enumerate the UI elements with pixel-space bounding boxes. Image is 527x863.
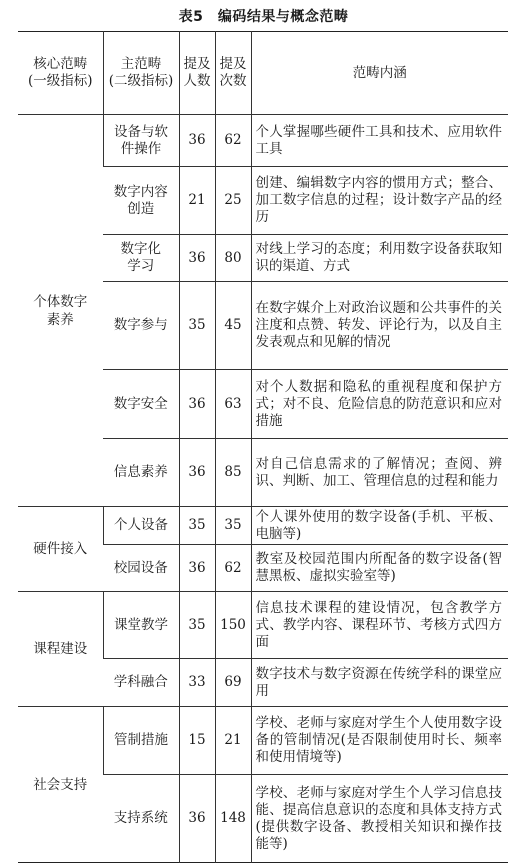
times-count-cell: 63 <box>215 370 251 439</box>
header-times-line1: 提及 <box>219 56 247 72</box>
core-category-label: 个体数字素养 <box>33 293 88 328</box>
header-people-line2: 人数 <box>183 73 211 89</box>
times-count-cell: 21 <box>215 707 251 775</box>
header-main-category <box>103 32 179 115</box>
times-count-cell: 85 <box>215 439 251 507</box>
people-count-cell: 35 <box>179 282 215 370</box>
times-count-cell: 80 <box>215 235 251 282</box>
core-category-cell: 硬件接入 <box>33 541 88 557</box>
main-category-cell: 数字内容创造 <box>113 183 168 217</box>
main-category-cell: 课堂教学 <box>103 592 179 659</box>
main-category-cell: 支持系统 <box>113 810 168 826</box>
table-row <box>18 507 508 545</box>
people-count-cell: 36 <box>179 775 215 863</box>
people-count-cell: 21 <box>179 167 215 235</box>
header-core-line2: (一级指标) <box>27 73 93 89</box>
description-cell: 对线上学习的态度；利用数字设备获取知识的渠道、方式 <box>251 235 508 282</box>
main-category-cell: 个人设备 <box>103 507 179 545</box>
people-count-cell: 35 <box>179 592 215 659</box>
times-count-cell: 148 <box>215 775 251 863</box>
header-core-line1: 核心范畴 <box>33 56 88 72</box>
header-mention-people <box>179 32 215 115</box>
description-cell: 数字技术与数字资源在传统学科的课堂应用 <box>251 659 508 707</box>
people-count-cell: 36 <box>179 545 215 592</box>
main-category-cell: 数字化学习 <box>120 241 161 274</box>
people-count-cell: 15 <box>179 707 215 775</box>
times-count-cell: 45 <box>215 282 251 370</box>
table-row <box>18 707 508 775</box>
header-people-line1: 提及 <box>183 56 211 72</box>
people-count-cell: 36 <box>179 370 215 439</box>
times-count-cell: 62 <box>215 545 251 592</box>
core-category-cell <box>18 115 103 507</box>
description-cell: 对自己信息需求的了解情况；查阅、辨识、判断、加工、管理信息的过程和能力 <box>251 439 508 507</box>
table-title: 表5 编码结果与概念范畴 <box>178 9 349 25</box>
main-category-cell: 管制措施 <box>103 707 179 775</box>
people-count-cell: 36 <box>179 439 215 507</box>
main-category-cell: 设备与软件操作 <box>103 115 179 167</box>
header-core-category <box>18 32 103 115</box>
description-cell: 对个人数据和隐私的重视程度和保护方式；对不良、危险信息的防范意识和应对措施 <box>251 370 508 439</box>
times-count-cell: 69 <box>215 659 251 707</box>
header-main-line2: (二级指标) <box>108 73 174 89</box>
description-cell: 在数字媒介上对政治议题和公共事件的关注度和点赞、转发、评论行为，以及自主发表观点和见解的情况 <box>251 282 508 370</box>
description-cell: 个人课外使用的数字设备(手机、平板、电脑等) <box>251 507 508 545</box>
core-category-cell: 课程建设 <box>33 641 88 657</box>
description-cell: 教室及校园范围内所配备的数字设备(智慧黑板、虚拟实验室等) <box>251 545 508 592</box>
coding-results-table <box>18 31 508 863</box>
description-cell: 创建、编辑数字内容的惯用方式；整合、加工数字信息的过程；设计数字产品的经历 <box>251 167 508 235</box>
table-row <box>18 592 508 659</box>
description-cell: 个人掌握哪些硬件工具和技术、应用软件工具 <box>251 115 508 167</box>
header-times-line2: 次数 <box>219 73 247 89</box>
header-row <box>18 32 508 115</box>
header-main-line1: 主范畴 <box>120 56 162 72</box>
table-row <box>18 115 508 167</box>
core-category-cell: 社会支持 <box>33 776 88 793</box>
description-cell: 信息技术课程的建设情况，包含教学方式、教学内容、课程环节、考核方式四方面 <box>251 592 508 659</box>
description-cell: 学校、老师与家庭对学生个人使用数字设备的管制情况(是否限制使用时长、频率和使用情境等) <box>251 707 508 775</box>
header-mention-times <box>215 32 251 115</box>
main-category-cell: 校园设备 <box>113 559 168 576</box>
header-description: 范畴内涵 <box>251 32 508 115</box>
people-count-cell: 36 <box>179 235 215 282</box>
main-category-cell: 信息素养 <box>113 464 168 480</box>
times-count-cell: 150 <box>215 592 251 659</box>
times-count-cell: 35 <box>215 507 251 545</box>
times-count-cell: 62 <box>215 115 251 167</box>
main-category-cell: 数字参与 <box>113 317 168 333</box>
people-count-cell: 35 <box>179 507 215 545</box>
main-category-cell: 数字安全 <box>113 395 168 412</box>
main-category-cell: 学科融合 <box>113 674 168 690</box>
people-count-cell: 33 <box>179 659 215 707</box>
people-count-cell: 36 <box>179 115 215 167</box>
times-count-cell: 25 <box>215 167 251 235</box>
description-cell: 学校、老师与家庭对学生个人学习信息技能、提高信息意识的态度和具体支持方式(提供数字设备、教授相关知识和操作技能等) <box>251 775 508 863</box>
